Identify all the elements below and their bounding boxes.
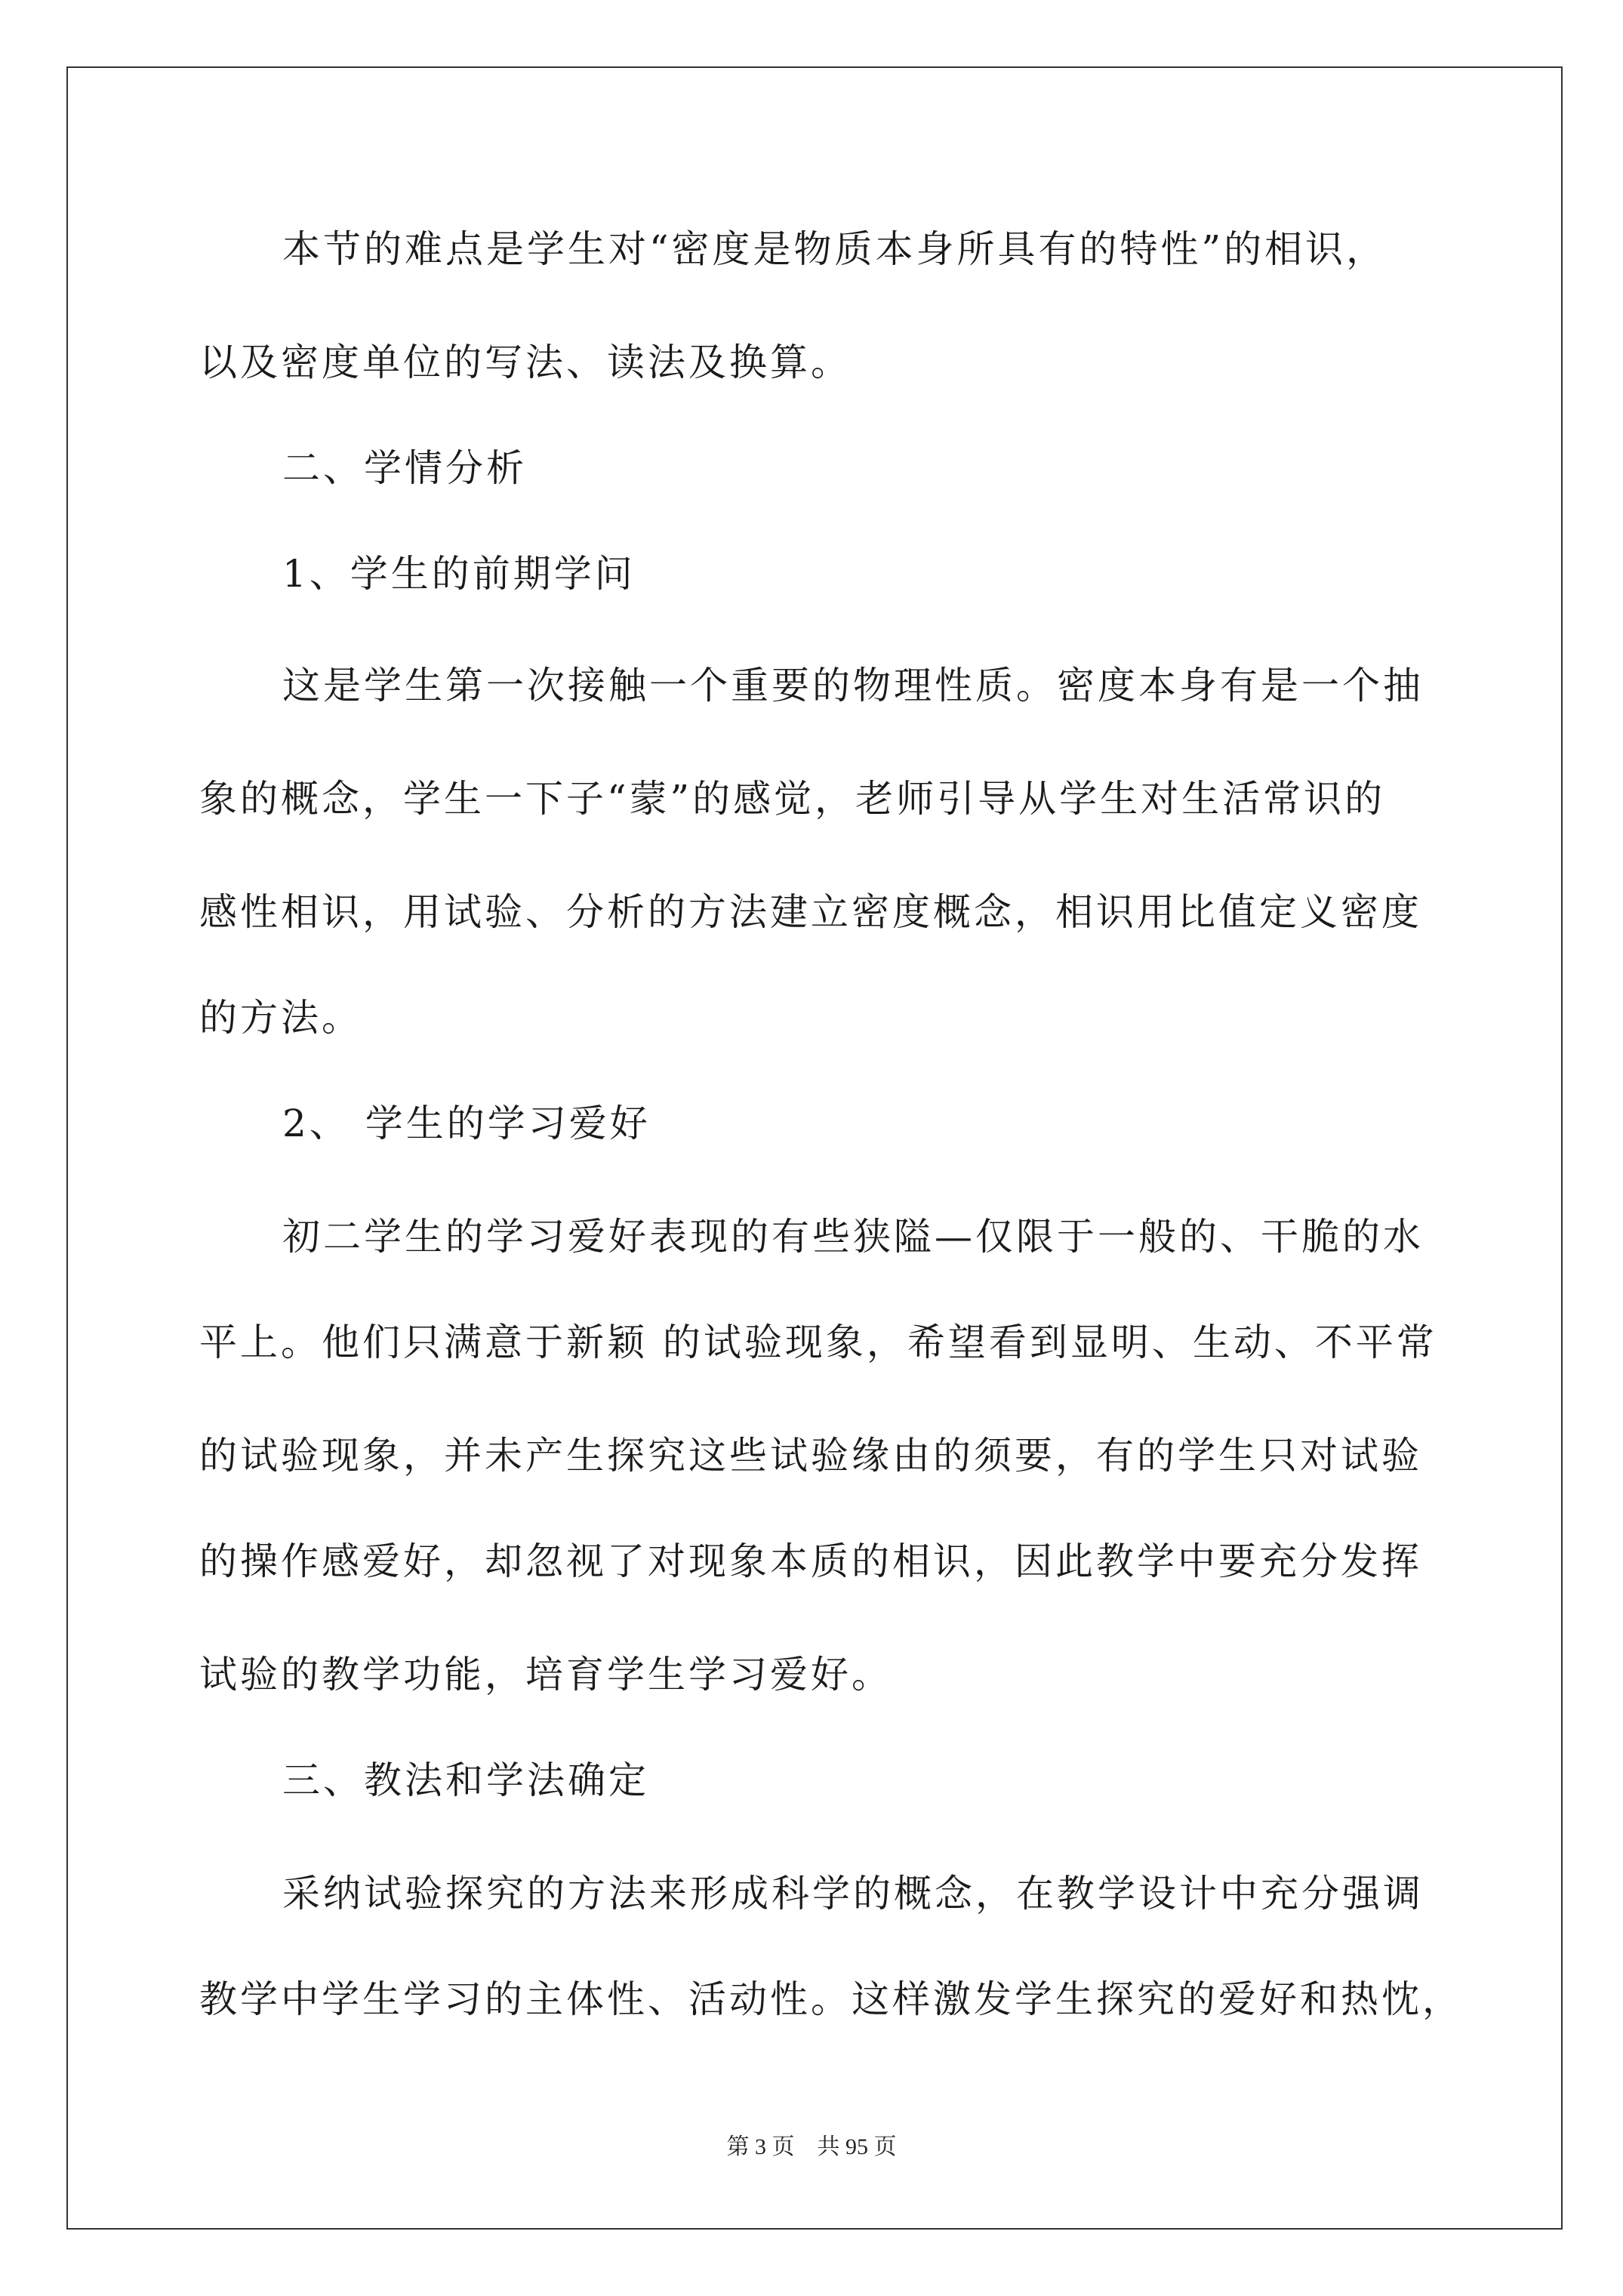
paragraph-line: 的方法。 — [199, 996, 362, 1040]
paragraph-line: 试验的教学功能，培育学生学习爱好。 — [199, 1653, 892, 1697]
paragraph-line: 采纳试验探究的方法来形成科学的概念，在教学设计中充分强调 — [282, 1872, 1424, 1915]
paragraph-line: 平上。他们只满意于新颖 的试验现象，希望看到显明、生动、不平常 — [199, 1321, 1437, 1364]
paragraph-line: 的试验现象，并未产生探究这些试验缘由的须要，有的学生只对试验 — [199, 1434, 1422, 1478]
paragraph-line: 教学中学生学习的主体性、活动性。这样激发学生探究的爱好和热忱， — [199, 1977, 1463, 2021]
subsection-heading: 1、学生的前期学问 — [282, 552, 636, 596]
paragraph-line: 初二学生的学习爱好表现的有些狭隘—仅限于一般的、干脆的水 — [282, 1215, 1424, 1259]
paragraph-line: 感性相识，用试验、分析的方法建立密度概念，相识用比值定义密度 — [199, 890, 1422, 934]
page-number-footer: 第 3 页 共 95 页 — [726, 2134, 897, 2159]
subsection-heading: 2、 学生的学习爱好 — [282, 1102, 651, 1145]
paragraph-line: 以及密度单位的写法、读法及换算。 — [199, 341, 852, 384]
paragraph-line: 本节的难点是学生对“密度是物质本身所具有的特性”的相识， — [282, 227, 1387, 271]
paragraph-line: 象的概念，学生一下子“蒙”的感觉，老师引导从学生对生活常识的 — [199, 777, 1386, 821]
paragraph-line: 这是学生第一次接触一个重要的物理性质。密度本身有是一个抽 — [282, 664, 1424, 707]
paragraph-line: 的操作感爱好，却忽视了对现象本质的相识，因此教学中要充分发挥 — [199, 1539, 1422, 1583]
section-heading: 二、学情分析 — [282, 446, 527, 490]
section-heading: 三、教法和学法确定 — [282, 1758, 649, 1802]
